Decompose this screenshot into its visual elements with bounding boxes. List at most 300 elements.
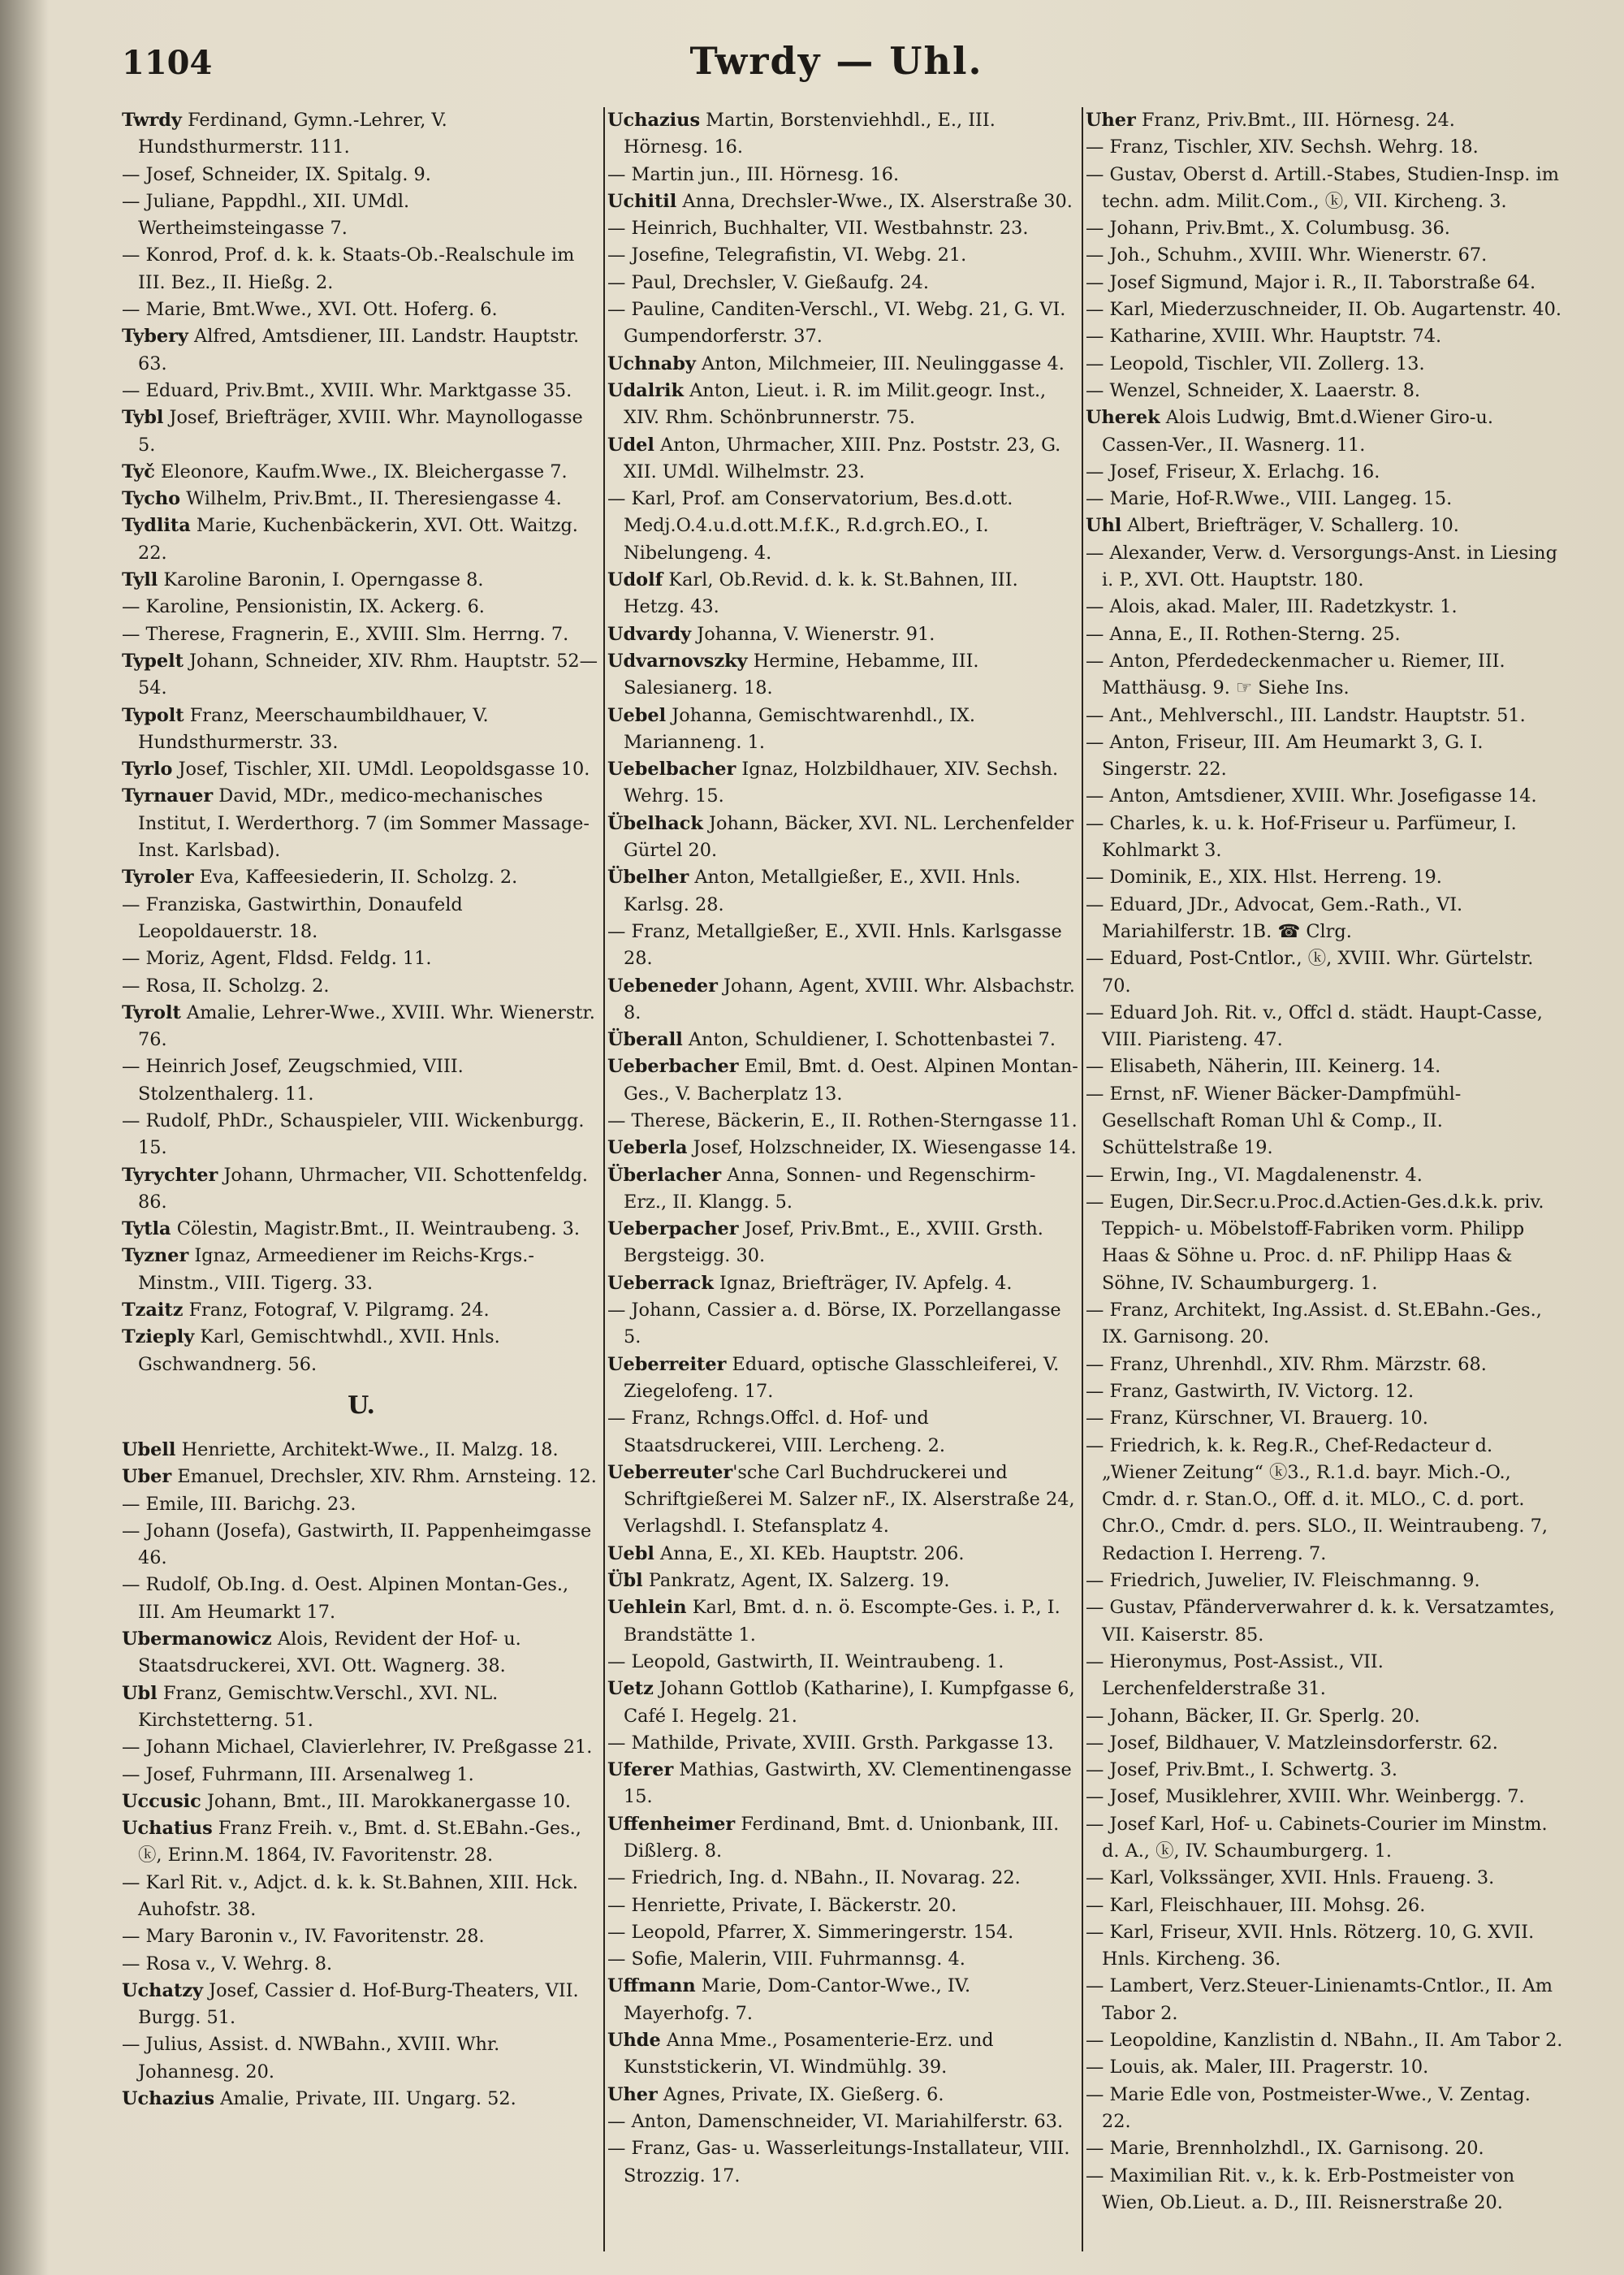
entry-text: Anton, Metallgießer, E., XVII. Hnls. Karlsg. 28. <box>624 867 1021 915</box>
directory-entry <box>607 1270 1078 1297</box>
directory-entry <box>607 1649 1078 1676</box>
entry-text: — Louis, ak. Maler, III. Pragerstr. 10. <box>1086 2057 1429 2078</box>
directory-entry <box>122 162 601 188</box>
entry-text: — Marie, Bmt.Wwe., XVI. Ott. Hoferg. 6. <box>122 299 498 321</box>
entry-text: Johann, Uhrmacher, VII. Schottenfeldg. 86. <box>138 1164 589 1213</box>
entry-text: Franz, Fotograf, V. Pilgramg. 24. <box>183 1300 490 1321</box>
directory-entry <box>607 1216 1078 1270</box>
directory-entry <box>1086 378 1565 404</box>
directory-entry <box>1086 1433 1565 1568</box>
directory-entry <box>607 2082 1078 2108</box>
directory-entry <box>122 242 601 296</box>
entry-surname: Uherek <box>1086 407 1160 429</box>
entry-surname: Tzieply <box>122 1326 195 1348</box>
directory-entry <box>1086 459 1565 486</box>
entry-text: — Martin jun., III. Hörnesg. 16. <box>607 163 900 185</box>
entry-text: — Eduard Joh. Rit. v., Offcl d. städt. Haupt-Casse, VIII. Piaristeng. 47. <box>1086 1001 1543 1051</box>
directory-entry <box>122 703 601 757</box>
entry-surname: Tyrychter <box>122 1164 218 1186</box>
entry-text: — Josef Sigmund, Major i. R., II. Taborstraße 64. <box>1086 271 1536 293</box>
entry-surname: Überall <box>607 1029 683 1051</box>
directory-entry <box>607 1297 1078 1352</box>
directory-entry <box>122 1923 601 1950</box>
directory-entry <box>607 1135 1078 1161</box>
entry-surname: Udolf <box>607 569 663 591</box>
entry-text: — Franz, Kürschner, VI. Brauerg. 10. <box>1086 1408 1428 1429</box>
directory-entry <box>1086 242 1565 269</box>
entry-text: — Alexander, Verw. d. Versorgungs-Anst. in Liesing i. P., XVI. Ott. Hauptstr. 180. <box>1086 542 1557 591</box>
entry-surname: Uebel <box>607 704 667 726</box>
entry-text: Johanna, Gemischtwarenhdl., IX. Marianneng. 1. <box>624 704 975 753</box>
entry-text: — Ant., Mehlverschl., III. Landstr. Hauptstr. 51. <box>1086 704 1526 726</box>
entry-surname: Uffmann <box>607 1975 696 1997</box>
entry-text: — Pauline, Canditen-Verschl., VI. Webg. 21, G. VI. Gumpendorferstr. 37. <box>607 299 1066 348</box>
directory-entry <box>1086 1297 1565 1352</box>
entry-text: Josef, Priv.Bmt., E., XVIII. Grsth. Bergsteigg. 30. <box>624 1218 1043 1267</box>
entry-surname: Tyrnauer <box>122 785 214 807</box>
entry-text: Josef, Cassier d. Hof-Burg-Theaters, VII. Burgg. 51. <box>138 1979 579 2029</box>
directory-entry <box>122 1518 601 1572</box>
entry-surname: Uher <box>1086 110 1136 131</box>
entry-text: Marie, Kuchenbäckerin, XVI. Ott. Waitzg. 22. <box>138 515 578 564</box>
entry-text: — Anton, Pferdedeckenmacher u. Riemer, III. Matthäusg. 9. ☞ Siehe Ins. <box>1086 650 1505 699</box>
entry-surname: Uebl <box>607 1542 654 1564</box>
entry-text: — Anton, Damenschneider, VI. Mariahilferstr. 63. <box>607 2110 1064 2132</box>
directory-entry <box>122 296 601 323</box>
entry-text: Anna, Sonnen- und Regenschirm-Erz., II. Klangg. 5. <box>624 1164 1036 1213</box>
directory-entry <box>122 1491 601 1518</box>
entry-text: — Maximilian Rit. v., k. k. Erb-Postmeister von Wien, Ob.Lieut. a. D., III. Reisnerstraße 20. <box>1086 2165 1515 2213</box>
directory-entry <box>607 919 1078 973</box>
entry-text: — Charles, k. u. k. Hof-Friseur u. Parfümeur, I. Kohlmarkt 3. <box>1086 812 1517 862</box>
directory-entry <box>122 1108 601 1162</box>
directory-entry <box>1086 1919 1565 1974</box>
entry-text: Emil, Bmt. d. Oest. Alpinen Montan-Ges., V. Bacherplatz 13. <box>624 1056 1078 1105</box>
directory-entry <box>122 621 601 648</box>
entry-surname: Uffenheimer <box>607 1813 736 1835</box>
entry-surname: Tyrolt <box>122 1001 181 1023</box>
entry-surname: Uetz <box>607 1678 654 1700</box>
entry-text: Eleonore, Kaufm.Wwe., IX. Bleichergasse 7. <box>154 461 568 482</box>
entry-surname: Ueberla <box>607 1137 688 1159</box>
entry-text: Karl, Bmt. d. n. ö. Escompte-Ges. i. P., I. Brandstätte 1. <box>624 1597 1060 1646</box>
entry-text: Anton, Lieut. i. R. im Milit.geogr. Inst., XIV. Rhm. Schönbrunnerstr. 75. <box>624 379 1047 429</box>
entry-surname: Uchitil <box>607 190 677 212</box>
directory-entry <box>1086 1757 1565 1784</box>
directory-entry <box>1086 107 1565 134</box>
directory-entry <box>607 648 1078 703</box>
entry-text: Karoline Baronin, I. Operngasse 8. <box>158 569 484 591</box>
directory-entry <box>1086 621 1565 648</box>
directory-entry <box>122 1815 601 1870</box>
entry-text: — Anton, Amtsdiener, XVIII. Whr. Josefigasse 14. <box>1086 785 1537 807</box>
directory-entry <box>122 2086 601 2113</box>
entry-surname: Uccusic <box>122 1790 201 1812</box>
directory-entry <box>122 1000 601 1054</box>
directory-entry <box>607 1730 1078 1757</box>
entry-text: — Friedrich, k. k. Reg.R., Chef-Redacteur d. „Wiener Zeitung“ ⓚ3., R.1.d. bayr. Mich.-O., Cmdr. d. r. Stan.O., Off. d. it. MLO., C. d. port. Chr.O., Cmdr. d. pers. SLO., II. Weintraubeng. 7, Redaction I. Herreng. 7. <box>1086 1434 1548 1564</box>
entry-surname: Ueberrack <box>607 1272 714 1294</box>
directory-entry <box>122 1978 601 2032</box>
directory-entry <box>607 1811 1078 1866</box>
entry-text: — Alois, akad. Maler, III. Radetzkystr. 1. <box>1086 596 1458 618</box>
entry-surname: Udalrik <box>607 379 685 401</box>
entry-text: — Erwin, Ing., VI. Magdalenenstr. 4. <box>1086 1164 1423 1186</box>
entry-text: — Franziska, Gastwirthin, Donaufeld Leopoldauerstr. 18. <box>122 893 463 942</box>
entry-text: Franz, Gemischtw.Verschl., XVI. NL. Kirchstetterng. 51. <box>138 1682 499 1731</box>
entry-text: Johann, Bmt., III. Marokkanergasse 10. <box>201 1790 572 1812</box>
entry-text: Mathias, Gastwirth, XV. Clementinengasse 15. <box>624 1759 1072 1808</box>
directory-entry <box>1086 729 1565 784</box>
entry-text: — Gustav, Oberst d. Artill.-Stabes, Studien-Insp. im techn. adm. Milit.Com., ⓚ, VII. Kircheng. 3. <box>1086 163 1559 212</box>
entry-text: Ignaz, Briefträger, IV. Apfelg. 4. <box>713 1272 1013 1294</box>
directory-entry <box>607 2108 1078 2135</box>
entry-text: — Joh., Schuhm., XVIII. Whr. Wienerstr. 67. <box>1086 244 1488 266</box>
entry-text: Alfred, Amtsdiener, III. Landstr. Hauptstr. 63. <box>138 326 580 374</box>
entry-text: — Therese, Fragnerin, E., XVIII. Slm. Herrng. 7. <box>122 623 569 645</box>
entry-text: — Rudolf, Ob.Ing. d. Oest. Alpinen Montan-Ges., III. Am Heumarkt 17. <box>122 1574 569 1623</box>
entry-text: Johann, Agent, XVIII. Whr. Alsbachstr. 8. <box>624 975 1075 1023</box>
entry-surname: Übl <box>607 1570 643 1592</box>
entry-text: Wilhelm, Priv.Bmt., II. Theresiengasse 4. <box>180 488 562 510</box>
entry-surname: Uchazius <box>122 2088 215 2110</box>
directory-entry <box>1086 351 1565 378</box>
entry-text: Pankratz, Agent, IX. Salzerg. 19. <box>642 1570 950 1592</box>
directory-entry <box>1086 892 1565 946</box>
entry-surname: Udvardy <box>607 623 692 645</box>
entry-text: Amalie, Private, III. Ungarg. 52. <box>214 2088 516 2110</box>
directory-entry <box>122 1216 601 1243</box>
directory-entry <box>1086 1352 1565 1378</box>
entry-text: — Dominik, E., XIX. Hlst. Herreng. 19. <box>1086 867 1442 889</box>
directory-entry <box>122 486 601 513</box>
entry-text: — Leopold, Tischler, VII. Zollerg. 13. <box>1086 352 1425 374</box>
column-rule <box>1082 107 1083 2251</box>
entry-surname: Uehlein <box>607 1597 687 1619</box>
entry-surname: Übelher <box>607 867 689 889</box>
directory-entry <box>122 892 601 946</box>
directory-entry <box>607 1162 1078 1217</box>
entry-surname: Tydlita <box>122 515 191 537</box>
entry-text: Karl, Ob.Revid. d. k. k. St.Bahnen, III. Hetzg. 43. <box>624 569 1018 618</box>
directory-entry <box>607 1108 1078 1135</box>
entry-surname: Uebelbacher <box>607 759 736 781</box>
entry-text: — Friedrich, Juwelier, IV. Fleischmanng. 9. <box>1086 1570 1480 1592</box>
directory-entry <box>1086 134 1565 161</box>
entry-text: — Eduard, Post-Cntlor., ⓚ, XVIII. Whr. Gürtelstr. 70. <box>1086 948 1534 997</box>
directory-entry <box>122 783 601 864</box>
directory-entry <box>1086 1730 1565 1757</box>
directory-entry <box>122 1243 601 1297</box>
directory-entry <box>1086 1053 1565 1080</box>
entry-surname: Tyzner <box>122 1245 189 1267</box>
directory-entry <box>607 811 1078 865</box>
entry-surname: Uhde <box>607 2030 661 2052</box>
entry-text: — Anna, E., II. Rothen-Sterng. 25. <box>1086 623 1401 645</box>
entry-text: — Josef, Friseur, X. Erlachg. 16. <box>1086 461 1380 482</box>
directory-entry <box>607 703 1078 757</box>
directory-entry <box>607 432 1078 487</box>
entry-text: Anna, Drechsler-Wwe., IX. Alserstraße 30. <box>676 190 1073 212</box>
entry-surname: Udvarnovszky <box>607 650 748 672</box>
entry-text: Cölestin, Magistr.Bmt., II. Weintraubeng. 3. <box>171 1218 581 1240</box>
entry-text: — Josefine, Telegrafistin, VI. Webg. 21. <box>607 244 967 266</box>
entry-text: Eduard, optische Glasschleiferei, V. Ziegelofeng. 17. <box>624 1353 1060 1402</box>
entry-text: — Karl Rit. v., Adjct. d. k. k. St.Bahnen, XIII. Hck. Auhofstr. 38. <box>122 1871 579 1920</box>
directory-entry <box>1086 486 1565 513</box>
directory-entry <box>607 2027 1078 2082</box>
entry-text: — Elisabeth, Näherin, III. Keinerg. 14. <box>1086 1056 1441 1078</box>
entry-text: Marie, Dom-Cantor-Wwe., IV. Mayerhofg. 7. <box>624 1975 971 2024</box>
directory-entry <box>607 1919 1078 1946</box>
directory-entry <box>1086 2135 1565 2162</box>
directory-entry <box>607 188 1078 215</box>
directory-entry <box>607 1973 1078 2027</box>
entry-text: — Leopold, Pfarrer, X. Simmeringerstr. 154. <box>607 1921 1014 1943</box>
directory-entry <box>607 378 1078 432</box>
entry-surname: Typolt <box>122 704 184 726</box>
directory-entry <box>122 648 601 703</box>
entry-text: Amalie, Lehrer-Wwe., XVIII. Whr. Wienerstr. 76. <box>138 1001 595 1051</box>
entry-text: — Julius, Assist. d. NWBahn., XVIII. Whr. Johannesg. 20. <box>122 2034 500 2083</box>
directory-entry <box>1086 648 1565 703</box>
directory-entry <box>122 378 601 404</box>
directory-entry <box>607 1892 1078 1919</box>
entry-text: Karl, Gemischtwhdl., XVII. Hnls. Gschwandnerg. 56. <box>138 1326 500 1375</box>
entry-text: Ferdinand, Bmt. d. Unionbank, III. Dißlerg. 8. <box>624 1813 1060 1862</box>
directory-entry <box>607 2135 1078 2190</box>
entry-text: — Mathilde, Private, XVIII. Grsth. Parkgasse 13. <box>607 1732 1054 1754</box>
directory-entry <box>1086 1784 1565 1810</box>
directory-entry <box>1086 2027 1565 2054</box>
entry-text: Agnes, Private, IX. Gießerg. 6. <box>657 2083 944 2105</box>
entry-text: — Karl, Miederzuschneider, II. Ob. Augartenstr. 40. <box>1086 299 1561 321</box>
entry-text: Alois, Revident der Hof- u. Staatsdruckerei, XVI. Ott. Wagnerg. 38. <box>138 1628 521 1677</box>
entry-surname: Ueberreiter <box>607 1353 727 1375</box>
directory-entry <box>607 1053 1078 1108</box>
column-right <box>1086 107 1565 2251</box>
directory-entry <box>607 1865 1078 1892</box>
entry-surname: Uber <box>122 1466 172 1488</box>
entry-text: Josef, Briefträger, XVIII. Whr. Maynollogasse 5. <box>138 407 583 456</box>
entry-text: — Gustav, Pfänderverwahrer d. k. k. Versatzamtes, VII. Kaiserstr. 85. <box>1086 1597 1555 1646</box>
directory-entry <box>1086 703 1565 729</box>
entry-surname: Ueberbacher <box>607 1056 739 1078</box>
entry-surname: Uher <box>607 2083 658 2105</box>
entry-text: — Lambert, Verz.Steuer-Linienamts-Cntlor., II. Am Tabor 2. <box>1086 1975 1553 2024</box>
entry-surname: Tytla <box>122 1218 171 1240</box>
entry-text: — Josef, Fuhrmann, III. Arsenalweg 1. <box>122 1763 474 1785</box>
entry-text: — Franz, Gas- u. Wasserleitungs-Installateur, VIII. Strozzig. 17. <box>607 2138 1070 2186</box>
directory-entry <box>1086 540 1565 595</box>
entry-text: Johann, Schneider, XIV. Rhm. Hauptstr. 52—54. <box>138 650 598 699</box>
column-left <box>122 107 601 2251</box>
entry-text: — Johann (Josefa), Gastwirth, II. Pappenheimgasse 46. <box>122 1520 592 1569</box>
directory-entry <box>122 1626 601 1680</box>
entry-surname: Uchatzy <box>122 1979 204 2001</box>
directory-entry <box>122 1053 601 1108</box>
entry-surname: Tycho <box>122 488 181 510</box>
entry-text: Johann Gottlob (Katharine), I. Kumpfgasse 6, Café I. Hegelg. 21. <box>624 1678 1075 1727</box>
entry-text: — Wenzel, Schneider, X. Laaerstr. 8. <box>1086 379 1421 401</box>
entry-surname: Überlacher <box>607 1164 722 1186</box>
directory-entry <box>1086 1892 1565 1919</box>
directory-entry <box>122 567 601 594</box>
entry-text: — Eduard, Priv.Bmt., XVIII. Whr. Marktgasse 35. <box>122 379 572 401</box>
directory-entry <box>1086 945 1565 1000</box>
directory-entry <box>607 1594 1078 1649</box>
directory-entry <box>122 1734 601 1761</box>
entry-text: — Johann Michael, Clavierlehrer, IV. Preßgasse 21. <box>122 1737 593 1758</box>
directory-entry <box>1086 864 1565 891</box>
directory-entry <box>122 2031 601 2086</box>
entry-text: Hermine, Hebamme, III. Salesianerg. 18. <box>624 650 979 699</box>
directory-entry <box>122 1788 601 1815</box>
entry-text: — Moriz, Agent, Fldsd. Feldg. 11. <box>122 948 432 970</box>
entry-text: — Karl, Volkssänger, XVII. Hnls. Fraueng. 3. <box>1086 1867 1495 1889</box>
entry-surname: Tyč <box>122 461 155 482</box>
directory-entry <box>607 973 1078 1027</box>
entry-text: — Friedrich, Ing. d. NBahn., II. Novarag. 22. <box>607 1867 1021 1889</box>
entry-surname: Ubl <box>122 1682 158 1704</box>
entry-text: — Paul, Drechsler, V. Gießaufg. 24. <box>607 271 929 293</box>
directory-entry <box>607 1568 1078 1594</box>
entry-text: — Franz, Uhrenhdl., XIV. Rhm. Märzstr. 68. <box>1086 1353 1487 1375</box>
directory-entry <box>1086 296 1565 323</box>
entry-text: — Rosa v., V. Wehrg. 8. <box>122 1953 333 1974</box>
entry-text: — Marie Edle von, Postmeister-Wwe., V. Zentag. 22. <box>1086 2083 1531 2132</box>
directory-entry <box>1086 783 1565 810</box>
entry-surname: Uchnaby <box>607 352 696 374</box>
directory-entry <box>607 1027 1078 1053</box>
column-middle <box>607 107 1078 2251</box>
directory-entry <box>122 188 601 243</box>
directory-entry <box>1086 1703 1565 1730</box>
directory-entry <box>607 351 1078 378</box>
page-header <box>122 32 1551 114</box>
entry-surname: Typelt <box>122 650 184 672</box>
entry-surname: Twrdy <box>122 110 182 131</box>
directory-entry <box>607 1352 1078 1406</box>
entry-text: Alois Ludwig, Bmt.d.Wiener Giro-u. Cassen-Ver., II. Wasnerg. 11. <box>1102 407 1493 456</box>
directory-entry <box>1086 1865 1565 1892</box>
entry-text: Anna, E., XI. KEb. Hauptstr. 206. <box>654 1542 965 1564</box>
directory-entry <box>1086 811 1565 865</box>
entry-text: — Johann, Cassier a. d. Börse, IX. Porzellangasse 5. <box>607 1300 1061 1348</box>
directory-entry <box>1086 1189 1565 1297</box>
directory-entry <box>122 973 601 1000</box>
entry-text: Johanna, V. Wienerstr. 91. <box>691 623 935 645</box>
directory-entry <box>1086 270 1565 296</box>
entry-surname: Ubell <box>122 1438 176 1460</box>
entry-text: — Franz, Rchngs.Offcl. d. Hof- und Staatsdruckerei, VIII. Lercheng. 2. <box>607 1408 946 1456</box>
directory-entry <box>122 1324 601 1378</box>
entry-text: — Franz, Metallgießer, E., XVII. Hnls. Karlsgasse 28. <box>607 920 1062 970</box>
directory-entry <box>607 1946 1078 1973</box>
entry-text: Josef, Tischler, XII. UMdl. Leopoldsgasse 10. <box>172 759 590 781</box>
entry-text: — Ernst, nF. Wiener Bäcker-Dampfmühl-Gesellschaft Roman Uhl & Comp., II. Schüttelstraße 19. <box>1086 1083 1462 1159</box>
entry-text: Anton, Schuldiener, I. Schottenbastei 7. <box>682 1029 1056 1051</box>
directory-entry <box>607 1676 1078 1730</box>
directory-entry <box>122 1437 601 1464</box>
entry-text: — Eugen, Dir.Secr.u.Proc.d.Actien-Ges.d.k.k. priv. Teppich- u. Möbelstoff-Fabriken vorm. Philipp Haas & Söhne u. Proc. d. nF. Philipp Haas & Söhne, IV. Schaumburgerg. 1. <box>1086 1191 1544 1294</box>
entry-surname: Tzaitz <box>122 1300 184 1321</box>
directory-entry <box>607 1541 1078 1568</box>
entry-text: Johann, Bäcker, XVI. NL. Lerchenfelder Gürtel 20. <box>624 812 1074 862</box>
entry-text: Emanuel, Drechsler, XIV. Rhm. Arnsteing. 12. <box>171 1466 597 1488</box>
entry-text: — Rudolf, PhDr., Schauspieler, VIII. Wickenburgg. 15. <box>122 1109 585 1159</box>
entry-text: — Henriette, Private, I. Bäckerstr. 20. <box>607 1894 957 1916</box>
entry-text: David, MDr., medico-mechanisches Institut, I. Werderthorg. 7 (im Sommer Massage-Inst. Karlsbad). <box>138 785 590 862</box>
entry-text: — Sofie, Malerin, VIII. Fuhrmannsg. 4. <box>607 1948 965 1970</box>
directory-entry <box>607 1460 1078 1541</box>
directory-entry <box>122 1572 601 1626</box>
entry-surname: Uchatius <box>122 1818 213 1840</box>
entry-text: — Johann, Priv.Bmt., X. Columbusg. 36. <box>1086 218 1450 240</box>
directory-entry <box>1086 404 1565 459</box>
entry-text: — Heinrich, Buchhalter, VII. Westbahnstr. 23. <box>607 218 1029 240</box>
directory-entry <box>1086 1405 1565 1432</box>
entry-text: — Josef Karl, Hof- u. Cabinets-Courier im Minstm. d. A., ⓚ, IV. Schaumburgerg. 1. <box>1086 1813 1548 1862</box>
entry-text: Franz, Priv.Bmt., III. Hörnesg. 24. <box>1135 110 1455 131</box>
directory-entry <box>122 1680 601 1735</box>
page-number: 1104 <box>122 44 213 82</box>
directory-entry <box>1086 2054 1565 2081</box>
entry-text: — Konrod, Prof. d. k. k. Staats-Ob.-Realschule im III. Bez., II. Hießg. 2. <box>122 244 575 293</box>
directory-entry <box>122 513 601 567</box>
directory-entry <box>122 756 601 783</box>
directory-entry <box>607 107 1078 162</box>
directory-entry <box>122 1162 601 1217</box>
entry-text: — Franz, Tischler, XIV. Sechsh. Wehrg. 18. <box>1086 136 1479 158</box>
entry-text: Albert, Briefträger, V. Schallerg. 10. <box>1121 515 1459 537</box>
entry-surname: Uchazius <box>607 110 701 131</box>
directory-entry <box>1086 1568 1565 1594</box>
entry-surname: Uhl <box>1086 515 1122 537</box>
entry-surname: Ubermanowicz <box>122 1628 272 1650</box>
directory-entry <box>1086 1081 1565 1162</box>
entry-text: — Josef, Musiklehrer, XVIII. Whr. Weinbergg. 7. <box>1086 1786 1525 1808</box>
entry-text: — Josef, Bildhauer, V. Matzleinsdorferstr. 62. <box>1086 1732 1498 1754</box>
directory-entry <box>1086 1811 1565 1866</box>
entry-text: — Anton, Friseur, III. Am Heumarkt 3, G. I. Singerstr. 22. <box>1086 731 1484 781</box>
entry-surname: Ueberpacher <box>607 1218 739 1240</box>
section-heading: U. <box>348 1391 375 1420</box>
entry-surname: Tyll <box>122 569 158 591</box>
entry-surname: Tybery <box>122 326 188 348</box>
directory-entry <box>607 242 1078 269</box>
directory-entry <box>122 459 601 486</box>
entry-text: — Johann, Bäcker, II. Gr. Sperlg. 20. <box>1086 1705 1420 1727</box>
entry-text: — Juliane, Pappdhl., XII. UMdl. Wertheimsteingasse 7. <box>122 190 410 240</box>
directory-entry <box>122 945 601 972</box>
directory-entry <box>122 594 601 621</box>
entry-text: — Katharine, XVIII. Whr. Hauptstr. 74. <box>1086 326 1442 348</box>
entry-text: — Mary Baronin v., IV. Favoritenstr. 28. <box>122 1926 485 1948</box>
entry-text: Anton, Milchmeier, III. Neulinggasse 4. <box>695 352 1065 374</box>
entry-text: — Josef, Priv.Bmt., I. Schwertg. 3. <box>1086 1759 1397 1781</box>
entry-text: — Eduard, JDr., Advocat, Gem.-Rath., VI. Mariahilferstr. 1B. ☎ Clrg. <box>1086 893 1463 942</box>
entry-surname: Uferer <box>607 1759 674 1781</box>
entry-text: Franz, Meerschaumbildhauer, V. Hundsthurmerstr. 33. <box>138 704 489 753</box>
directory-entry <box>607 621 1078 648</box>
directory-entry <box>1086 1000 1565 1054</box>
entry-surname: Tyroler <box>122 867 194 889</box>
binding-shadow <box>0 0 49 2275</box>
directory-entry <box>1086 2082 1565 2136</box>
directory-entry <box>1086 594 1565 621</box>
entry-surname: Ueberreuter <box>607 1461 733 1483</box>
